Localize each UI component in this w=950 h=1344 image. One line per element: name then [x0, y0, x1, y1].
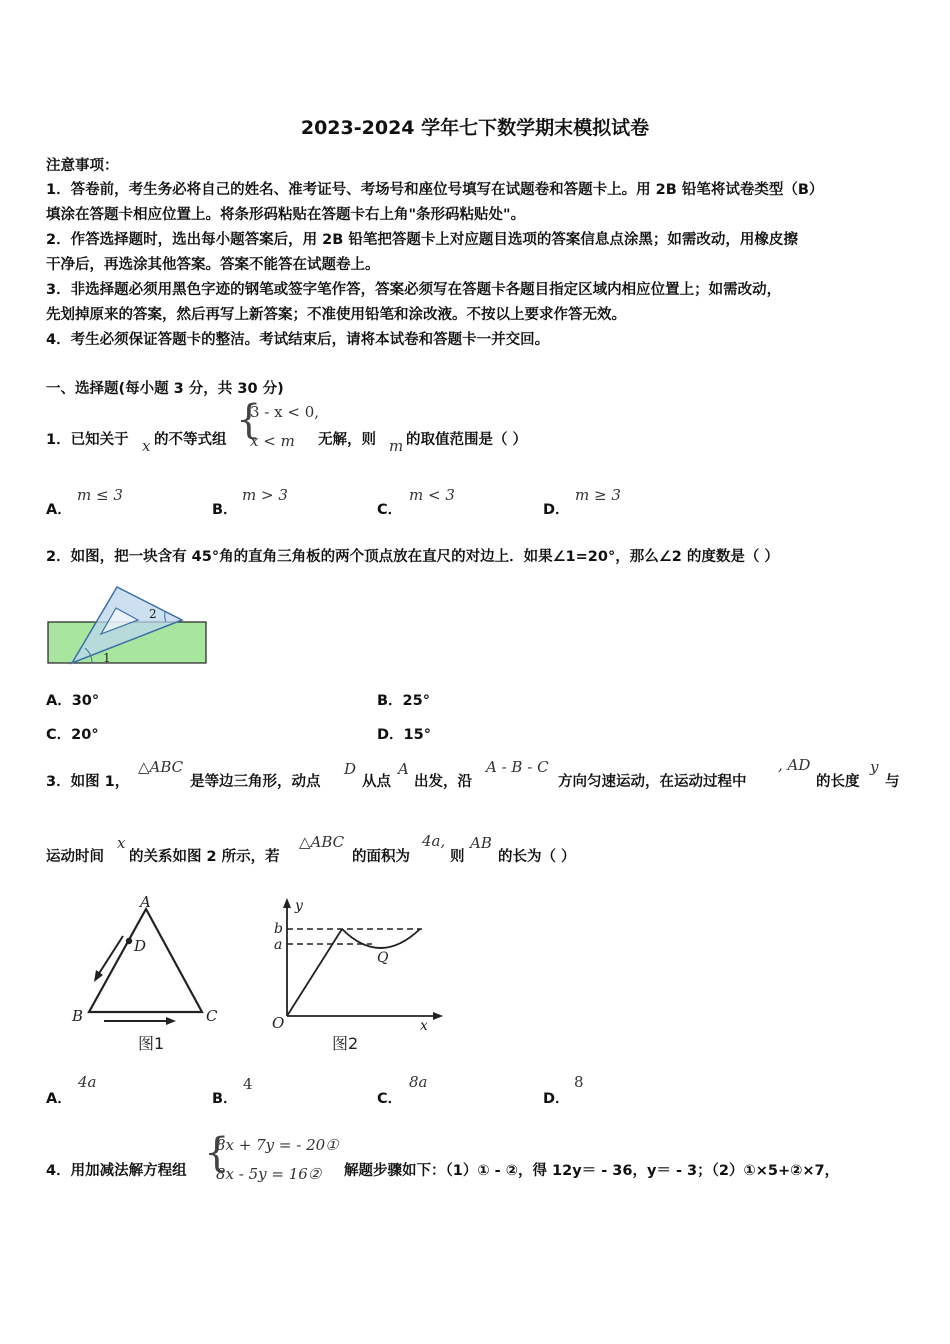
option-label-b: B．	[212, 1091, 238, 1107]
question-3-text: 的面积为	[352, 849, 410, 865]
point-d-label: D	[134, 937, 147, 955]
figure-2-caption: 图2	[332, 1034, 359, 1053]
question-1-text-post: 无解，则	[318, 432, 376, 448]
option-a: A．30°	[46, 693, 100, 709]
triangle-shape	[89, 909, 202, 1012]
question-3-text: 运动时间	[46, 849, 104, 865]
origin-label: O	[272, 1014, 285, 1032]
path-abc: A - B - C	[486, 758, 549, 776]
question-3-text: 出发，沿	[414, 774, 472, 790]
option-b: 4	[243, 1075, 253, 1093]
option-d: 8	[574, 1073, 584, 1091]
notice-heading: 注意事项：	[46, 158, 119, 174]
x-axis-label: x	[420, 1018, 428, 1034]
segment-ad: , AD	[778, 756, 811, 774]
triangle-abc: △ABC	[138, 758, 184, 776]
option-b: B．25°	[377, 693, 430, 709]
option-label-a: A．	[46, 1091, 72, 1107]
equation-2: 8x - 5y = 16②	[216, 1165, 322, 1183]
question-3-text: 的关系如图 2 所示，若	[129, 849, 280, 865]
system-line-2: x < m	[250, 432, 295, 450]
system-brace: {	[204, 1130, 230, 1176]
option-a: m ≤ 3	[77, 486, 123, 504]
figure-1-caption: 图1	[138, 1034, 165, 1053]
option-c: 8a	[409, 1073, 428, 1091]
option-d: D．15°	[377, 727, 431, 743]
notice-line: 1．答卷前，考生务必将自己的姓名、准考证号、考场号和座位号填写在试题卷和答题卡上。用 2B 铅笔将试卷类型（B）	[46, 182, 824, 198]
notice-line: 先划掉原来的答案，然后再写上新答案；不准使用铅笔和涂改液。不按以上要求作答无效。	[46, 307, 626, 323]
motion-arrowhead-bc	[166, 1017, 176, 1025]
graph-curve	[342, 929, 420, 948]
system-brace: {	[236, 397, 262, 443]
option-c: m < 3	[409, 486, 455, 504]
page-title: 2023-2024 学年七下数学期末模拟试卷	[300, 117, 650, 139]
question-4-text-post: 解题步骤如下：（1）① - ②，得 12y＝ - 36，y＝ - 3；（2）①×5+②×7，	[344, 1163, 840, 1179]
system-line-1: 3 - x < 0,	[250, 403, 320, 421]
x-axis-arrowhead	[433, 1012, 443, 1020]
option-b: m > 3	[242, 486, 288, 504]
motion-arrowhead-ab	[94, 970, 103, 982]
question-2-text: 2．如图，把一块含有 45°角的直角三角板的两个顶点放在直尺的对边上．如果∠1=20°，那么∠2 的度数是（ ）	[46, 549, 779, 565]
y-axis-label: y	[295, 898, 303, 914]
variable-m: m	[389, 437, 404, 455]
question-1-text-mid: 的不等式组	[154, 432, 227, 448]
figure-1-triangle	[66, 892, 236, 1062]
option-label-c: C．	[377, 502, 403, 518]
question-3-text: 则	[450, 849, 465, 865]
ruler-triangle-figure	[40, 582, 215, 672]
question-3-text: 的长为（ ）	[498, 849, 576, 865]
a-label: a	[274, 937, 283, 953]
area-value: 4a,	[422, 832, 446, 850]
question-3-text: 的长度	[816, 774, 860, 790]
variable-x: x	[142, 437, 151, 455]
question-3-text: 与	[885, 774, 900, 790]
option-label-d: D．	[543, 502, 570, 518]
option-label-b: B．	[212, 502, 238, 518]
variable-x: x	[117, 834, 126, 852]
equation-1: 8x + 7y = - 20①	[216, 1136, 339, 1154]
point-d: D	[344, 760, 357, 778]
variable-y: y	[870, 758, 879, 776]
vertex-a-label: A	[140, 893, 151, 911]
notice-line: 2．作答选择题时，选出每小题答案后，用 2B 铅笔把答题卡上对应题目选项的答案信息点涂黑；如需改动，用橡皮擦	[46, 232, 798, 248]
notice-line: 3．非选择题必须用黑色字迹的钢笔或签字笔作答，答案必须写在答题卡各题目指定区域内相应位置上；如需改动，	[46, 282, 782, 298]
option-a: 4a	[78, 1073, 97, 1091]
q-label: Q	[377, 950, 389, 966]
option-label-d: D．	[543, 1091, 570, 1107]
question-3-text: 从点	[362, 774, 391, 790]
question-3-text: 3．如图 1，	[46, 774, 130, 790]
question-4-text-pre: 4．用加减法解方程组	[46, 1163, 187, 1179]
question-1-text-end: 的取值范围是（ ）	[406, 432, 528, 448]
triangle-abc: △ABC	[299, 833, 345, 851]
vertex-b-label: B	[72, 1007, 84, 1025]
point-d-dot	[126, 938, 132, 944]
question-3-text: 是等边三角形，动点	[190, 774, 321, 790]
option-c: C．20°	[46, 727, 99, 743]
section-heading: 一、选择题(每小题 3 分，共 30 分)	[46, 381, 284, 397]
option-label-c: C．	[377, 1091, 403, 1107]
segment-ab: AB	[470, 834, 492, 852]
point-a: A	[398, 760, 409, 778]
option-d: m ≥ 3	[575, 486, 621, 504]
notice-line: 干净后，再选涂其他答案。答案不能答在试题卷上。	[46, 257, 380, 273]
question-3-text: 方向匀速运动，在运动过程中	[558, 774, 747, 790]
y-axis-arrowhead	[283, 898, 291, 908]
notice-line: 填涂在答题卡相应位置上。将条形码粘贴在答题卡右上角"条形码粘贴处"。	[46, 207, 526, 223]
option-label-a: A．	[46, 502, 72, 518]
figure-2-graph	[262, 892, 452, 1062]
vertex-c-label: C	[206, 1007, 218, 1025]
angle-1-label: 1	[103, 651, 111, 665]
angle-2-label: 2	[149, 607, 157, 621]
b-label: b	[274, 921, 283, 937]
notice-line: 4．考生必须保证答题卡的整洁。考试结束后，请将本试卷和答题卡一并交回。	[46, 332, 550, 348]
graph-line-rise	[287, 929, 342, 1016]
question-1-text-pre: 1．已知关于	[46, 432, 129, 448]
